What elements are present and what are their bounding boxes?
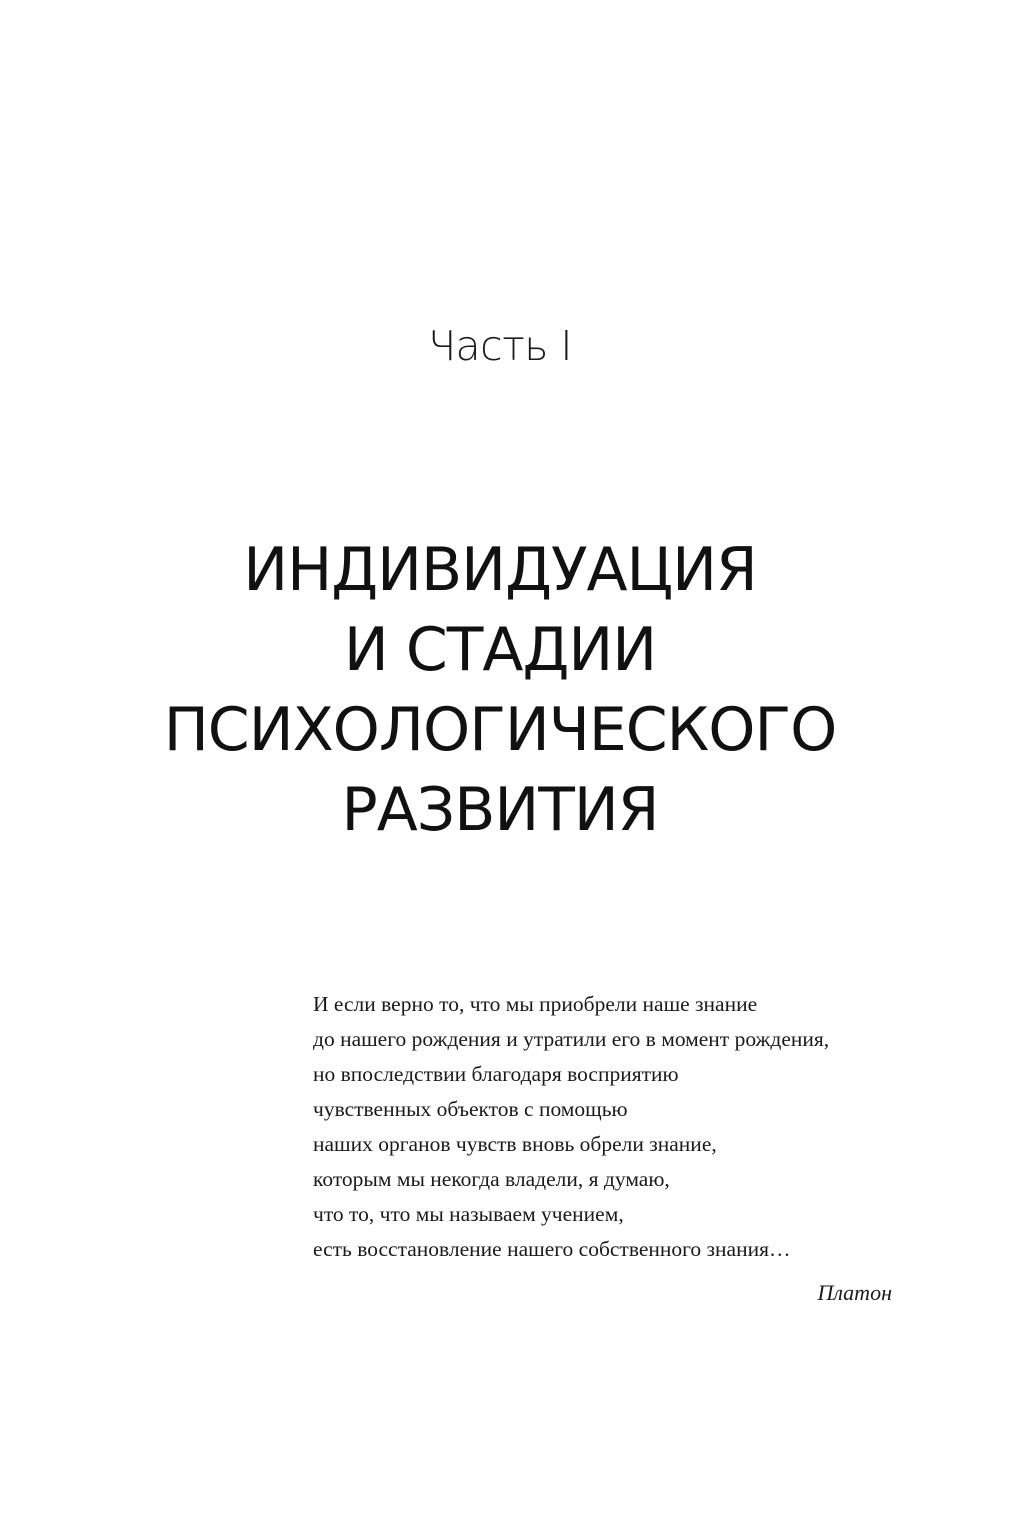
epigraph-line: но впоследствии благодаря восприятию — [313, 1062, 679, 1086]
chapter-title — [0, 530, 1000, 850]
title-line: И СТАДИИ — [343, 615, 657, 685]
title-line: ПСИХОЛОГИЧЕСКОГО — [163, 695, 837, 765]
epigraph-line: есть восстановление нашего собственного знания… — [313, 1237, 791, 1261]
part-label: Часть I — [427, 322, 573, 370]
epigraph-attribution: Платон — [817, 1280, 892, 1305]
epigraph-line: наших органов чувств вновь обрели знание, — [313, 1132, 717, 1156]
epigraph — [313, 987, 913, 1267]
epigraph-line: что то, что мы называем учением, — [313, 1202, 624, 1226]
title-line: РАЗВИТИЯ — [341, 775, 659, 845]
epigraph-text — [313, 987, 913, 1267]
epigraph-line: до нашего рождения и утратили его в момент рождения, — [313, 1027, 830, 1051]
title-line: ИНДИВИДУАЦИЯ — [243, 535, 757, 605]
epigraph-line: чувственных объектов с помощью — [313, 1097, 628, 1121]
epigraph-line: И если верно то, что мы приобрели наше знание — [313, 992, 758, 1016]
epigraph-line: которым мы некогда владели, я думаю, — [313, 1167, 670, 1191]
